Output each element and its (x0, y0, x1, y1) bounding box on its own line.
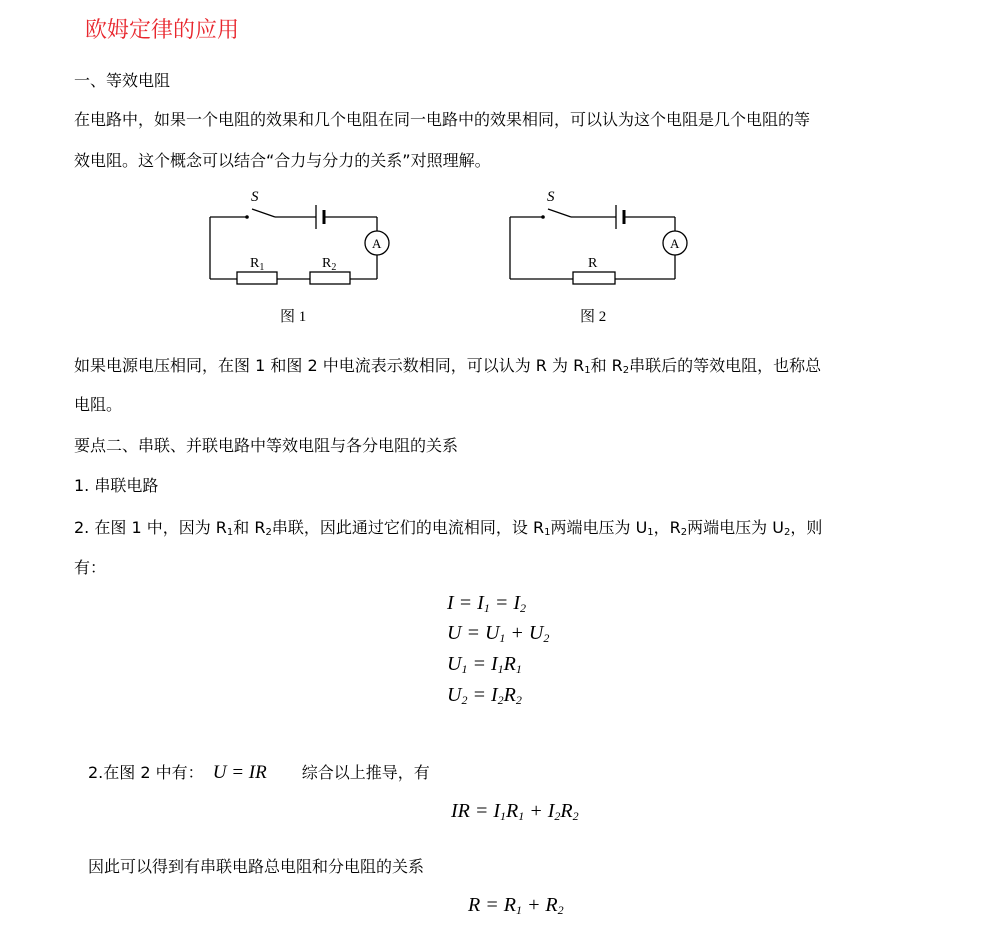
paragraph-line: 因此可以得到有串联电路总电阻和分电阻的关系 (88, 857, 425, 876)
ammeter-label: A (372, 236, 382, 251)
formula-u2: $U_2 = I_2R_2$ (447, 684, 522, 707)
resistor-r1 (237, 272, 277, 284)
switch-s (548, 209, 571, 217)
formula-ohm: U = IR (212, 762, 267, 783)
resistor-r (573, 272, 615, 284)
figure-caption: 图 2 (580, 309, 607, 325)
list-item: 1. 串联电路 (74, 476, 159, 495)
formula-voltage: $U = U_1 + U_2$ (447, 622, 550, 645)
formula-ir: IR = $I_1R_1 + I_2R_2$ (451, 800, 579, 823)
circuit-figure-1 (195, 183, 455, 333)
paragraph-line: 在电路中，如果一个电阻的效果和几个电阻在同一电路中的效果相同，可以认为这个电阻是几个电阻的等 (74, 110, 811, 129)
ammeter-label: A (670, 236, 680, 251)
switch-s (252, 209, 275, 217)
figure-caption: 图 1 (280, 309, 307, 325)
paragraph-line: 有： (74, 558, 107, 577)
section-heading-equivalent-resistance: 一、等效电阻 (74, 71, 171, 90)
switch-label: S (547, 189, 555, 205)
paragraph-line: 效电阻。这个概念可以结合“合力与分力的关系”对照理解。 (74, 151, 491, 170)
switch-label: S (251, 189, 259, 205)
circuit-figure-2 (495, 183, 715, 333)
page-title: 欧姆定律的应用 (85, 18, 240, 43)
section-heading-key-point-2: 要点二、串联、并联电路中等效电阻与各分电阻的关系 (74, 436, 459, 455)
list-item: 2. 在图 1 中，因为 $R_1$和 $R_2$串联，因此通过它们的电流相同，设 $R_1$两端电压为 $U_1$，$R_2$两端电压为 $U_2$，则 (74, 518, 823, 538)
r-label: R (588, 256, 598, 271)
formula-current: $I = I_1 = I_2$ (447, 592, 526, 615)
r1-label: $R_1$ (250, 256, 265, 273)
paragraph-line: 2.在图 2 中有： U = IR 综合以上推导，有 (88, 762, 430, 783)
paragraph-line: 电阻。 (74, 395, 123, 414)
formula-u1: $U_1 = I_1R_1$ (447, 653, 522, 676)
paragraph-line: 如果电源电压相同，在图 1 和图 2 中电流表示数相同，可以认为 R 为 $R_1$和 $R_2$串联后的等效电阻，也称总 (74, 356, 822, 376)
r2-label: $R_2$ (322, 256, 337, 273)
formula-total-resistance: $R = R_1 + R_2$ (468, 894, 564, 917)
resistor-r2 (310, 272, 350, 284)
